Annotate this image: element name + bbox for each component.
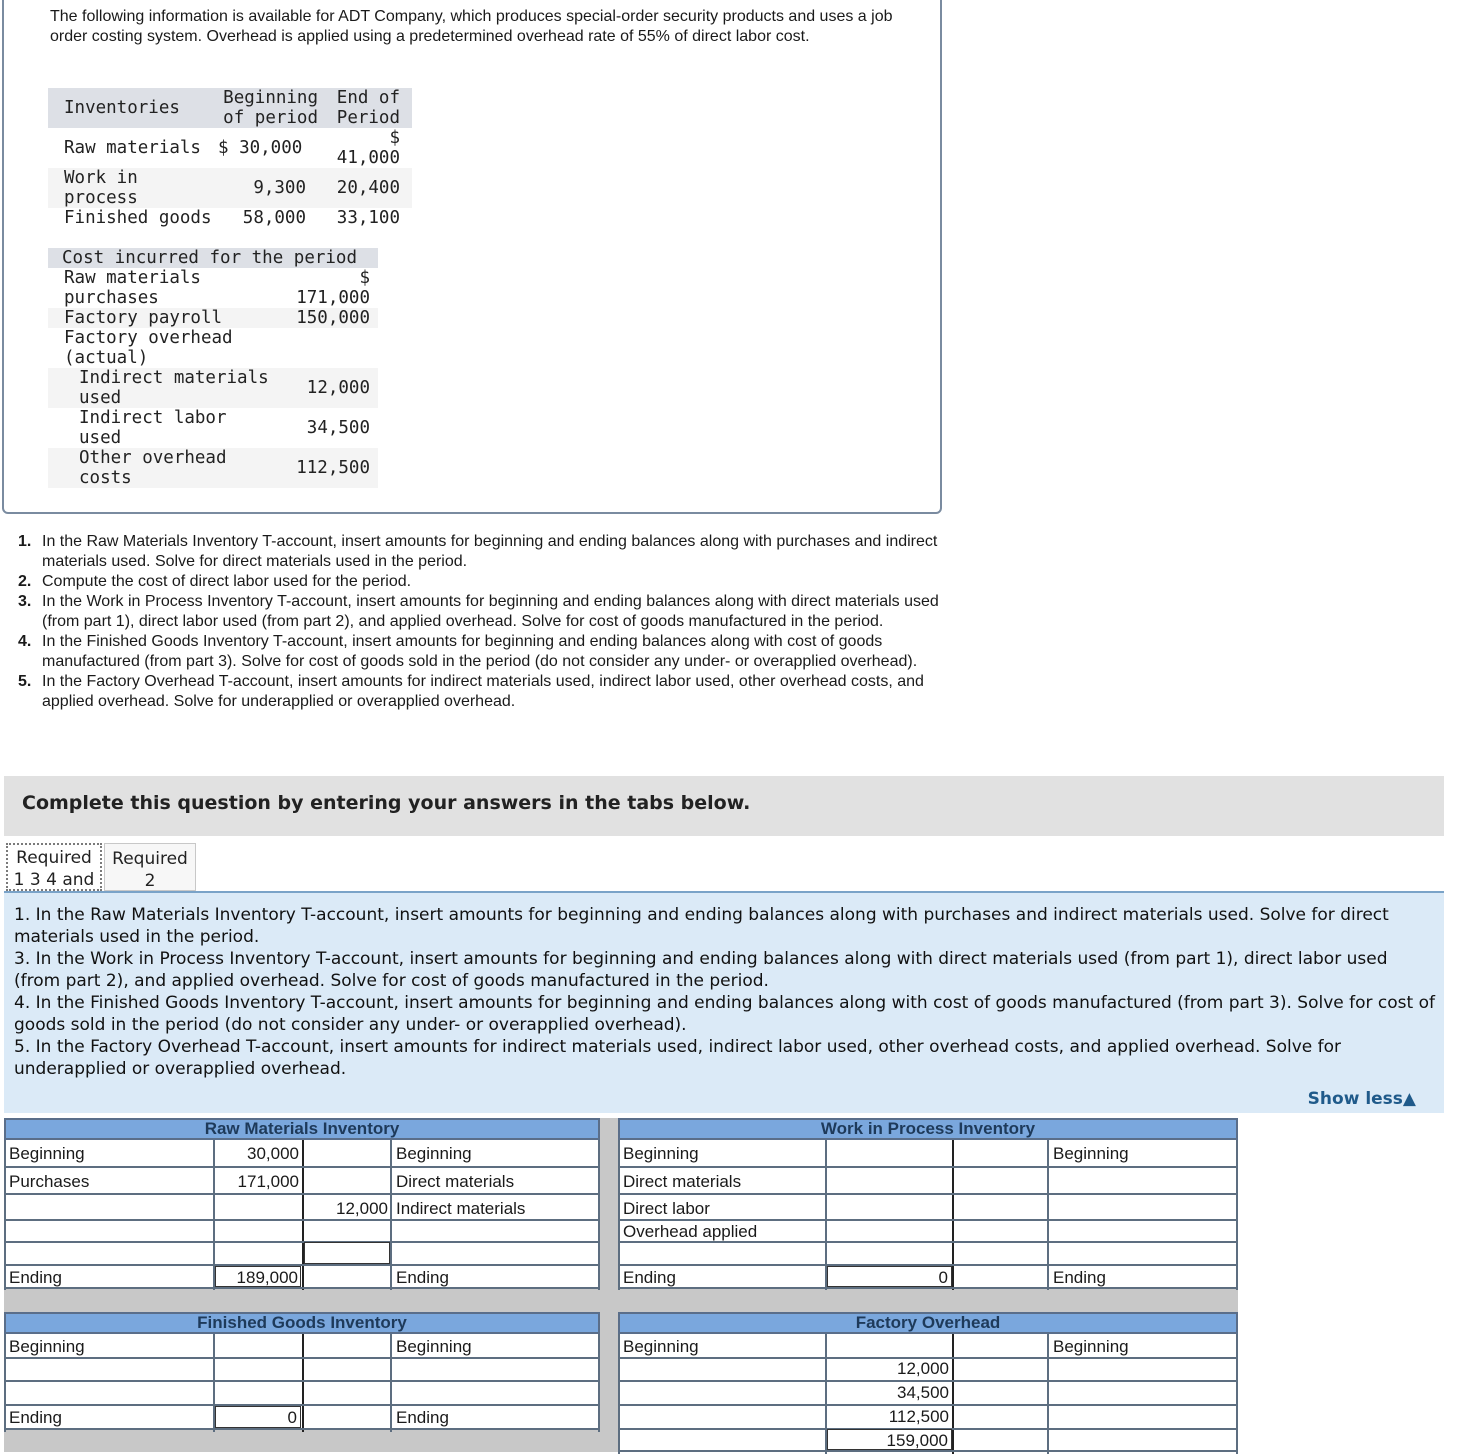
rm-right-input-direct-materials[interactable] bbox=[304, 1242, 390, 1264]
fo-left-value-indirect-labor[interactable]: 34,500 bbox=[897, 1383, 949, 1402]
center-separator bbox=[600, 1118, 618, 1452]
fg-right-label-beginning: Beginning bbox=[396, 1337, 472, 1356]
question-item: 2. Compute the cost of direct labor used for the period. bbox=[18, 573, 412, 590]
factory-overhead-header: Factory Overhead bbox=[618, 1312, 1238, 1334]
costs-row-other-overhead-label: Other overhead costs bbox=[79, 448, 227, 488]
inv-row-wip-end: 20,400 bbox=[336, 178, 400, 198]
costs-row-indirect-materials-label: Indirect materials used bbox=[79, 368, 269, 408]
wip-left-input-beginning[interactable] bbox=[827, 1142, 951, 1165]
inventories-table bbox=[48, 88, 414, 233]
inv-row-raw-beginning: $ 30,000 bbox=[218, 138, 303, 158]
fo-left-label-beginning: Beginning bbox=[623, 1337, 699, 1356]
fo-left-value-total: 159,000 bbox=[827, 1429, 952, 1450]
rm-left-label-beginning: Beginning bbox=[9, 1144, 85, 1163]
fg-left-label-ending: Ending bbox=[9, 1408, 62, 1427]
fg-left-input-beginning[interactable] bbox=[215, 1336, 301, 1356]
fo-left-value-indirect-materials[interactable]: 12,000 bbox=[897, 1359, 949, 1378]
rm-left-value-purchases[interactable]: 171,000 bbox=[237, 1172, 299, 1191]
tab-required-1-3-4-and-5[interactable]: Required 1 3 4 and bbox=[6, 843, 102, 891]
fg-left-value-ending: 0 bbox=[215, 1406, 301, 1428]
costs-row-indirect-labor-value: 34,500 bbox=[306, 418, 370, 438]
wip-left-label-direct-labor: Direct labor bbox=[623, 1199, 710, 1218]
complete-question-bar bbox=[4, 776, 1444, 836]
wip-right-label-ending: Ending bbox=[1053, 1268, 1106, 1287]
inv-row-wip-beginning: 9,300 bbox=[253, 178, 306, 198]
costs-row-rm-purchases-label: Raw materials purchases bbox=[64, 268, 201, 308]
row-separator-left bbox=[4, 1289, 600, 1312]
questions-list bbox=[18, 532, 948, 712]
wip-left-label-direct-materials: Direct materials bbox=[623, 1172, 742, 1191]
raw-materials-header: Raw Materials Inventory bbox=[4, 1118, 600, 1140]
complete-question-text: Complete this question by entering your answers in the tabs below. bbox=[22, 792, 751, 814]
wip-left-input-direct-materials[interactable] bbox=[827, 1168, 951, 1192]
rm-left-input-3[interactable] bbox=[215, 1195, 301, 1217]
row-separator-right bbox=[618, 1289, 1238, 1312]
instruction-1: 1. In the Raw Materials Inventory T-account, insert amounts for beginning and ending balances along with purchases and indirect materials used. Solve for direct materials used in the period. bbox=[14, 905, 1389, 947]
finished-goods-header: Finished Goods Inventory bbox=[4, 1312, 600, 1334]
inv-row-fg-label: Finished goods bbox=[64, 208, 212, 228]
rm-right-label-ending: Ending bbox=[396, 1268, 449, 1287]
wip-left-label-beginning: Beginning bbox=[623, 1144, 699, 1163]
rm-right-label-indirect-materials: Indirect materials bbox=[396, 1199, 526, 1218]
wip-right-label-beginning: Beginning bbox=[1053, 1144, 1129, 1163]
costs-row-overhead-label: Factory overhead (actual) bbox=[64, 328, 233, 368]
wip-left-label-overhead-applied: Overhead applied bbox=[623, 1222, 758, 1241]
fo-left-input-beginning[interactable] bbox=[827, 1336, 951, 1356]
inventories-header-beginning: Beginning of period bbox=[223, 88, 318, 128]
tab-required-2[interactable]: Required 2 bbox=[104, 843, 196, 891]
costs-table bbox=[48, 248, 380, 490]
rm-left-input-5[interactable] bbox=[215, 1243, 301, 1263]
instruction-3: 3. In the Work in Process Inventory T-account, insert amounts for beginning and ending balances along with direct materials used (from part 1), direct labor used (from part 2), and applied overhead. Solve for cost of goods manufactured in the period. bbox=[14, 949, 1388, 991]
inv-row-fg-end: 33,100 bbox=[336, 208, 400, 228]
bottom-separator-left bbox=[4, 1430, 600, 1452]
costs-row-other-overhead-value: 112,500 bbox=[296, 458, 370, 478]
costs-row-indirect-labor-label: Indirect labor used bbox=[79, 408, 227, 448]
costs-row-rm-purchases-value: 171,000 bbox=[296, 288, 370, 308]
wip-left-value-ending: 0 bbox=[827, 1266, 952, 1287]
instruction-4: 4. In the Finished Goods Inventory T-account, insert amounts for beginning and ending balances along with cost of goods manufactured (from part 3). Solve for cost of goods sold in the period (do not consider any under- or overapplied overhead). bbox=[14, 993, 1435, 1035]
rm-left-label-ending: Ending bbox=[9, 1268, 62, 1287]
costs-row-payroll-label: Factory payroll bbox=[64, 308, 223, 328]
intro-text: The following information is available for ADT Company, which produces special-order security products and uses a job order costing system. Overhead is applied using a predetermined overhead rate of 55% of direct labor cost. bbox=[50, 8, 893, 45]
rm-left-value-ending: 189,000 bbox=[215, 1266, 301, 1287]
inv-row-raw-end: 41,000 bbox=[336, 148, 400, 168]
costs-header: Cost incurred for the period bbox=[62, 248, 358, 268]
fg-right-label-ending: Ending bbox=[396, 1408, 449, 1427]
costs-row-indirect-materials-value: 12,000 bbox=[306, 378, 370, 398]
inventories-header-end: End of Period bbox=[336, 88, 400, 128]
question-item: 5. In the Factory Overhead T-account, insert amounts for indirect materials used, indirect labor used, other overhead costs, and applied overhead. Solve for underapplied or overapplied overhead. bbox=[18, 673, 924, 710]
rm-left-label-purchases: Purchases bbox=[9, 1172, 90, 1191]
question-item: 1. In the Raw Materials Inventory T-account, insert amounts for beginning and ending balances along with purchases and indirect materials used. Solve for direct materials used in the period. bbox=[18, 533, 938, 570]
costs-row-rm-purchases-dollar: $ bbox=[359, 268, 370, 288]
rm-right-label-beginning: Beginning bbox=[396, 1144, 472, 1163]
fg-left-label-beginning: Beginning bbox=[9, 1337, 85, 1356]
fo-left-value-other-overhead[interactable]: 112,500 bbox=[888, 1407, 949, 1426]
inv-row-fg-beginning: 58,000 bbox=[242, 208, 306, 228]
rm-right-value-indirect-materials[interactable]: 12,000 bbox=[336, 1199, 388, 1218]
show-less-button[interactable]: Show less▲ bbox=[1307, 1089, 1416, 1109]
wip-header: Work in Process Inventory bbox=[618, 1118, 1238, 1140]
inv-row-raw-label: Raw materials bbox=[64, 138, 201, 158]
rm-left-value-beginning[interactable]: 30,000 bbox=[247, 1144, 299, 1163]
fo-right-label-beginning: Beginning bbox=[1053, 1337, 1129, 1356]
rm-right-label-direct-materials: Direct materials bbox=[396, 1172, 515, 1191]
question-item: 3. In the Work in Process Inventory T-account, insert amounts for beginning and ending balances along with direct materials used (from part 1), direct labor used (from part 2), and applied overhead. Solve for cost of goods manufactured in the period. bbox=[18, 593, 939, 630]
fg-left-input-3[interactable] bbox=[215, 1382, 301, 1403]
instruction-5: 5. In the Factory Overhead T-account, insert amounts for indirect materials used, indirect labor used, other overhead costs, and applied overhead. Solve for underapplied or overapplied overhead. bbox=[14, 1037, 1342, 1079]
wip-left-label-ending: Ending bbox=[623, 1268, 676, 1287]
inventories-header-label: Inventories bbox=[64, 98, 180, 118]
fg-left-input-2[interactable] bbox=[215, 1359, 301, 1379]
wip-left-input-direct-labor[interactable] bbox=[827, 1195, 951, 1218]
problem-info-box bbox=[2, 0, 942, 514]
costs-row-payroll-value: 150,000 bbox=[296, 308, 370, 328]
rm-left-input-4[interactable] bbox=[215, 1221, 301, 1240]
question-item: 4. In the Finished Goods Inventory T-account, insert amounts for beginning and ending balances along with cost of goods manufactured (from part 3). Solve for cost of goods sold in the period (do not consider any under- or overapplied overhead). bbox=[18, 633, 918, 670]
inv-row-wip-label: Work in process bbox=[64, 168, 138, 208]
inv-row-raw-end-dollar: $ bbox=[389, 128, 400, 148]
wip-left-input-overhead-applied[interactable] bbox=[827, 1221, 951, 1240]
instructions-panel bbox=[4, 893, 1444, 1113]
